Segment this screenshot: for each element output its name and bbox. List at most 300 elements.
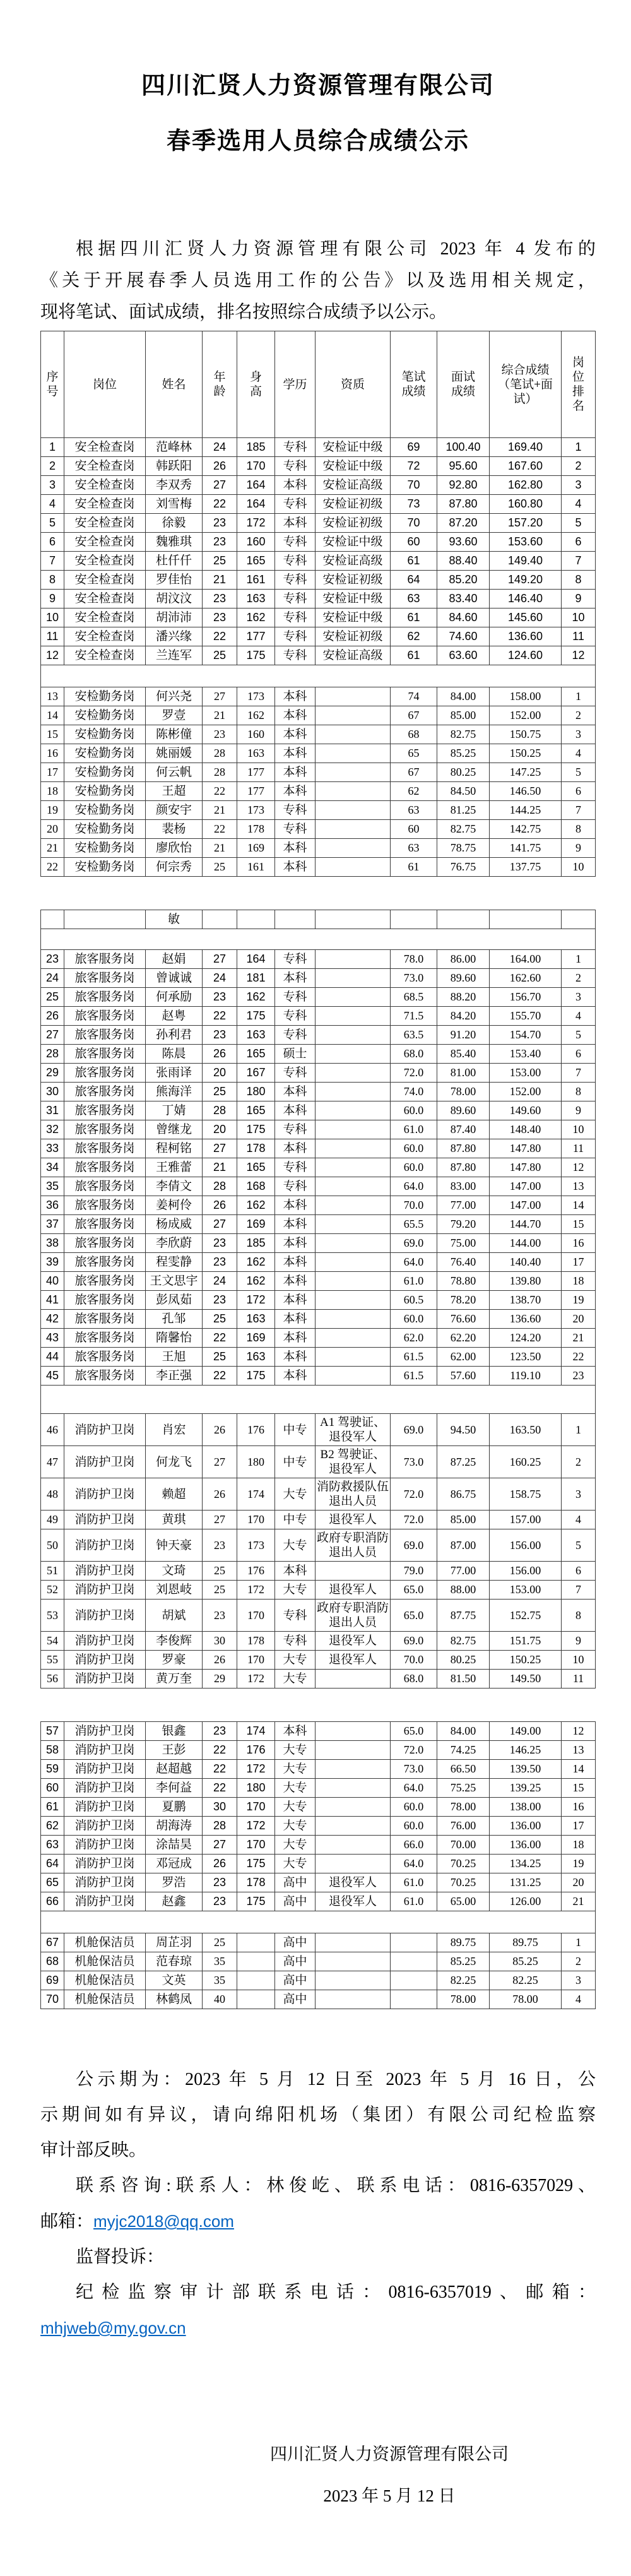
cell-no: 41	[41, 1291, 64, 1310]
cell-edu: 本科	[275, 1562, 316, 1581]
cell-edu: 本科	[275, 1310, 316, 1329]
cell-height: 178	[237, 1139, 275, 1158]
cell-edu: 大专	[275, 1817, 316, 1836]
cell-interview: 85.25	[437, 744, 490, 763]
cell-height: 177	[237, 782, 275, 801]
cell-total: 139.80	[490, 1272, 562, 1291]
cell-total: 138.00	[490, 1798, 562, 1817]
cell-rank: 12	[562, 1722, 596, 1741]
cell-rank: 1	[562, 687, 596, 706]
cell-edu: 大专	[275, 1651, 316, 1670]
cell-age: 23	[203, 1026, 237, 1045]
cell-name: 丁婧	[146, 1101, 203, 1120]
cell-post: 安检勤务岗	[64, 725, 146, 744]
cell-written: 65.0	[391, 1600, 437, 1632]
cell-edu: 专科	[275, 590, 316, 608]
cell-total: 163.50	[490, 1414, 562, 1446]
cell-rank: 8	[562, 571, 596, 590]
cell-interview: 62.20	[437, 1329, 490, 1348]
cell-post: 安全检查岗	[64, 590, 146, 608]
cell-qual	[316, 687, 391, 706]
cell-rank: 5	[562, 514, 596, 533]
cell-edu: 专科	[275, 1600, 316, 1632]
column-header-interview: 面试成绩	[437, 331, 490, 438]
cell-written: 73	[391, 495, 437, 514]
cell-age: 22	[203, 1007, 237, 1026]
cell-rank: 20	[562, 1310, 596, 1329]
cell-post: 旅客服务岗	[64, 1367, 146, 1386]
cell-rank: 15	[562, 1215, 596, 1234]
cell-height: 162	[237, 1272, 275, 1291]
cell-post: 安检勤务岗	[64, 687, 146, 706]
cell-qual: 退役军人	[316, 1651, 391, 1670]
cell-post: 旅客服务岗	[64, 1101, 146, 1120]
cell-no: 26	[41, 1007, 64, 1026]
cell-height: 162	[237, 1253, 275, 1272]
cell-rank: 17	[562, 1817, 596, 1836]
cell-post: 消防护卫岗	[64, 1836, 146, 1855]
cell-post: 消防护卫岗	[64, 1651, 146, 1670]
score-table-block-1	[40, 331, 596, 877]
cell-interview: 85.00	[437, 706, 490, 725]
cell-height: 180	[237, 1779, 275, 1798]
cell-rank: 17	[562, 1253, 596, 1272]
cell-age: 27	[203, 1215, 237, 1234]
cell-age: 35	[203, 1952, 237, 1971]
cell-edu: 大专	[275, 1478, 316, 1511]
notice-line-2: 示期间如有异议，请向绵阳机场（集团）有限公司纪检监察	[40, 2105, 596, 2125]
cell-post: 旅客服务岗	[64, 1329, 146, 1348]
cell-age: 30	[203, 1632, 237, 1651]
cell-post: 旅客服务岗	[64, 988, 146, 1007]
cell-height: 177	[237, 627, 275, 646]
cell-qual	[316, 1045, 391, 1064]
cell-height: 176	[237, 1414, 275, 1446]
cell-no: 34	[41, 1158, 64, 1177]
cell-no: 22	[41, 858, 64, 877]
cell-post: 机舱保洁员	[64, 1990, 146, 2009]
cell-name: 孙利君	[146, 1026, 203, 1045]
cell-age: 26	[203, 457, 237, 476]
column-header-age: 年龄	[203, 331, 237, 438]
cell-no: 30	[41, 1083, 64, 1101]
cell-post: 旅客服务岗	[64, 950, 146, 969]
table-row	[41, 457, 596, 476]
cell-no: 7	[41, 552, 64, 571]
cell-qual: 安检证初级	[316, 514, 391, 533]
cell-post: 消防护卫岗	[64, 1562, 146, 1581]
table-row	[41, 1760, 596, 1779]
cell-rank: 1	[562, 1414, 596, 1446]
cell-qual	[316, 1234, 391, 1253]
cell-written: 74	[391, 687, 437, 706]
cell-edu: 本科	[275, 839, 316, 858]
cell-name: 刘雪梅	[146, 495, 203, 514]
cell-total: 136.60	[490, 1310, 562, 1329]
cell-post: 安全检查岗	[64, 571, 146, 590]
cell-interview: 83.00	[437, 1177, 490, 1196]
cell-name: 王雅蕾	[146, 1158, 203, 1177]
cell-name: 李欣蔚	[146, 1234, 203, 1253]
cell-interview: 74.60	[437, 627, 490, 646]
cell-name: 孔邹	[146, 1310, 203, 1329]
cell-height: 175	[237, 1855, 275, 1873]
cell-interview: 86.00	[437, 950, 490, 969]
cell-age: 27	[203, 950, 237, 969]
cell-total: 147.00	[490, 1177, 562, 1196]
table-row	[41, 763, 596, 782]
cell-interview: 75.25	[437, 1779, 490, 1798]
cell-rank: 2	[562, 1952, 596, 1971]
cell-age: 26	[203, 1855, 237, 1873]
table-row	[41, 1892, 596, 1911]
cell-name: 赖超	[146, 1478, 203, 1511]
supervision-email-link[interactable]: mhjweb@my.gov.cn	[40, 2318, 186, 2337]
cell-edu: 中专	[275, 1446, 316, 1478]
cell-post: 消防护卫岗	[64, 1892, 146, 1911]
cell-no: 37	[41, 1215, 64, 1234]
cell-no: 28	[41, 1045, 64, 1064]
cell-interview: 78.80	[437, 1272, 490, 1291]
cell-name: 文英	[146, 1971, 203, 1990]
cell-interview: 77.00	[437, 1562, 490, 1581]
cell-age: 23	[203, 1529, 237, 1562]
cell-edu: 大专	[275, 1836, 316, 1855]
table-row	[41, 1817, 596, 1836]
cell-name: 赵娟	[146, 950, 203, 969]
cell-rank: 9	[562, 1101, 596, 1120]
cell-interview: 84.60	[437, 608, 490, 627]
cell-name: 何龙飞	[146, 1446, 203, 1478]
cell-edu: 专科	[275, 1007, 316, 1026]
cell-post: 消防护卫岗	[64, 1741, 146, 1760]
cell-height: 167	[237, 1064, 275, 1083]
cell-no: 18	[41, 782, 64, 801]
table-row	[41, 744, 596, 763]
cell-post: 安检勤务岗	[64, 801, 146, 820]
cell-no: 53	[41, 1600, 64, 1632]
cell-name: 隋馨怡	[146, 1329, 203, 1348]
cell-post: 消防护卫岗	[64, 1511, 146, 1529]
cell-written: 79.0	[391, 1562, 437, 1581]
cell-qual	[316, 706, 391, 725]
cell-height: 177	[237, 763, 275, 782]
cell-edu: 中专	[275, 1414, 316, 1446]
cell-no: 45	[41, 1367, 64, 1386]
cell-qual	[316, 950, 391, 969]
cell-total: 154.70	[490, 1026, 562, 1045]
cell-height: 169	[237, 1215, 275, 1234]
cell-rank: 7	[562, 1064, 596, 1083]
cell-edu: 本科	[275, 476, 316, 495]
cell-edu: 本科	[275, 1083, 316, 1101]
cell-age: 27	[203, 687, 237, 706]
cell-rank: 4	[562, 1007, 596, 1026]
cell-written: 69	[391, 438, 437, 457]
cell-name: 林鹤凤	[146, 1990, 203, 2009]
cell-no: 35	[41, 1177, 64, 1196]
cell-written	[391, 910, 437, 929]
cell-written: 61.0	[391, 1120, 437, 1139]
cell-rank: 18	[562, 1836, 596, 1855]
cell-written: 60.0	[391, 1158, 437, 1177]
cell-name: 夏鹏	[146, 1798, 203, 1817]
cell-post: 旅客服务岗	[64, 1158, 146, 1177]
cell-no: 12	[41, 646, 64, 665]
cell-edu: 本科	[275, 1367, 316, 1386]
cell-total: 153.00	[490, 1581, 562, 1600]
cell-total: 124.60	[490, 646, 562, 665]
cell-post: 旅客服务岗	[64, 1083, 146, 1101]
cell-total: 136.60	[490, 627, 562, 646]
cell-total: 169.40	[490, 438, 562, 457]
cell-edu: 本科	[275, 1139, 316, 1158]
cell-post: 旅客服务岗	[64, 1177, 146, 1196]
contact-line-1: 联系咨询:联系人：林俊屹、联系电话：0816-6357029、	[76, 2176, 596, 2195]
cell-written: 73.0	[391, 1760, 437, 1779]
cell-written: 60.0	[391, 1798, 437, 1817]
cell-post: 旅客服务岗	[64, 1234, 146, 1253]
cell-interview: 92.80	[437, 476, 490, 495]
cell-edu: 高中	[275, 1933, 316, 1952]
cell-rank: 1	[562, 438, 596, 457]
cell-rank: 9	[562, 1632, 596, 1651]
cell-height: 163	[237, 1310, 275, 1329]
cell-edu: 专科	[275, 1158, 316, 1177]
cell-qual	[316, 1196, 391, 1215]
cell-age: 23	[203, 1892, 237, 1911]
cell-qual	[316, 744, 391, 763]
cell-interview: 70.25	[437, 1873, 490, 1892]
cell-written: 60.5	[391, 1291, 437, 1310]
cell-no: 69	[41, 1971, 64, 1990]
cell-total: 89.75	[490, 1933, 562, 1952]
signature-block	[270, 2433, 509, 2517]
cell-name: 王彭	[146, 1741, 203, 1760]
cell-total: 119.10	[490, 1367, 562, 1386]
cell-edu: 大专	[275, 1855, 316, 1873]
cell-height: 172	[237, 1760, 275, 1779]
cell-no: 39	[41, 1253, 64, 1272]
cell-age: 28	[203, 1101, 237, 1120]
cell-written: 73.0	[391, 969, 437, 988]
cell-total: 137.75	[490, 858, 562, 877]
cell-no: 20	[41, 820, 64, 839]
cell-interview: 84.50	[437, 782, 490, 801]
cell-rank: 22	[562, 1348, 596, 1367]
cell-no: 38	[41, 1234, 64, 1253]
cell-age: 26	[203, 1196, 237, 1215]
cell-rank: 4	[562, 1990, 596, 2009]
cell-height	[237, 1933, 275, 1952]
cell-written: 72.0	[391, 1064, 437, 1083]
cell-qual: B2 驾驶证、退役军人	[316, 1446, 391, 1478]
table-row	[41, 1511, 596, 1529]
column-header-qual: 资质	[316, 331, 391, 438]
cell-no: 43	[41, 1329, 64, 1348]
cell-written: 60	[391, 533, 437, 552]
cell-total: 153.40	[490, 1045, 562, 1064]
cell-post: 消防护卫岗	[64, 1817, 146, 1836]
cell-written: 70.0	[391, 1651, 437, 1670]
cell-total: 152.00	[490, 1083, 562, 1101]
cell-height: 172	[237, 1581, 275, 1600]
cell-height: 170	[237, 457, 275, 476]
cell-interview: 89.60	[437, 969, 490, 988]
cell-rank: 6	[562, 1562, 596, 1581]
table-row	[41, 1026, 596, 1045]
cell-age: 22	[203, 1329, 237, 1348]
cell-edu: 本科	[275, 969, 316, 988]
cell-qual	[316, 839, 391, 858]
cell-qual: 政府专职消防退出人员	[316, 1600, 391, 1632]
cell-written: 61	[391, 552, 437, 571]
table-row	[41, 1971, 596, 1990]
cell-edu: 专科	[275, 552, 316, 571]
cell-edu: 专科	[275, 1026, 316, 1045]
cell-written	[391, 1952, 437, 1971]
cell-total: 82.25	[490, 1971, 562, 1990]
cell-post: 旅客服务岗	[64, 1348, 146, 1367]
cell-total: 156.70	[490, 988, 562, 1007]
cell-interview: 91.20	[437, 1026, 490, 1045]
cell-interview: 63.60	[437, 646, 490, 665]
cell-written: 68.5	[391, 988, 437, 1007]
cell-no: 25	[41, 988, 64, 1007]
cell-post: 安全检查岗	[64, 438, 146, 457]
cell-height	[237, 1990, 275, 2009]
cell-written: 70.0	[391, 1196, 437, 1215]
cell-rank: 23	[562, 1367, 596, 1386]
cell-total: 150.25	[490, 1651, 562, 1670]
cell-rank: 10	[562, 858, 596, 877]
table-row	[41, 1873, 596, 1892]
cell-qual: 政府专职消防退出人员	[316, 1529, 391, 1562]
cell-written: 64.0	[391, 1855, 437, 1873]
cell-rank: 10	[562, 1651, 596, 1670]
cell-interview: 82.75	[437, 725, 490, 744]
cell-written: 69.0	[391, 1632, 437, 1651]
cell-written: 63.5	[391, 1026, 437, 1045]
cell-total: 138.70	[490, 1291, 562, 1310]
cell-edu	[275, 910, 316, 929]
table-row	[41, 1600, 596, 1632]
contact-email-label: 邮箱：	[40, 2212, 94, 2231]
cell-name: 李倩文	[146, 1177, 203, 1196]
cell-written: 72.0	[391, 1741, 437, 1760]
cell-written: 64.0	[391, 1253, 437, 1272]
cell-no: 23	[41, 950, 64, 969]
cell-edu: 本科	[275, 1291, 316, 1310]
cell-height: 173	[237, 1529, 275, 1562]
cell-rank: 7	[562, 1581, 596, 1600]
cell-age: 25	[203, 1933, 237, 1952]
spacer-row	[41, 929, 596, 950]
cell-rank: 9	[562, 590, 596, 608]
cell-height: 160	[237, 533, 275, 552]
cell-interview: 87.75	[437, 1600, 490, 1632]
cell-rank: 8	[562, 820, 596, 839]
cell-name: 何兴尧	[146, 687, 203, 706]
cell-written: 69.0	[391, 1234, 437, 1253]
cell-no: 61	[41, 1798, 64, 1817]
cell-no: 47	[41, 1446, 64, 1478]
table-gap	[40, 877, 596, 910]
cell-no: 17	[41, 763, 64, 782]
cell-post: 消防护卫岗	[64, 1446, 146, 1478]
cell-post: 旅客服务岗	[64, 1310, 146, 1329]
cell-post: 旅客服务岗	[64, 1291, 146, 1310]
cell-no: 32	[41, 1120, 64, 1139]
cell-written: 74.0	[391, 1083, 437, 1101]
cell-interview: 89.75	[437, 1933, 490, 1952]
cell-total: 156.00	[490, 1562, 562, 1581]
cell-height	[237, 1971, 275, 1990]
cell-rank: 21	[562, 1892, 596, 1911]
cell-height: 161	[237, 571, 275, 590]
table-row	[41, 495, 596, 514]
page-title-line1: 四川汇贤人力资源管理有限公司	[141, 73, 495, 99]
cell-qual	[316, 1272, 391, 1291]
cell-rank: 16	[562, 1798, 596, 1817]
table-row	[41, 1120, 596, 1139]
cell-qual	[316, 1670, 391, 1689]
table-row	[41, 1581, 596, 1600]
table-row	[41, 552, 596, 571]
cell-total: 136.00	[490, 1817, 562, 1836]
cell-height: 170	[237, 1836, 275, 1855]
cell-name: 姚丽媛	[146, 744, 203, 763]
cell-age: 23	[203, 590, 237, 608]
cell-height: 178	[237, 1873, 275, 1892]
cell-post: 安检勤务岗	[64, 839, 146, 858]
cell-post: 旅客服务岗	[64, 1026, 146, 1045]
cell-height: 174	[237, 1722, 275, 1741]
table-row	[41, 514, 596, 533]
spacer-row	[41, 1386, 596, 1414]
contact-email-link[interactable]: myjc2018@qq.com	[93, 2212, 234, 2231]
cell-no: 66	[41, 1892, 64, 1911]
cell-height: 172	[237, 1670, 275, 1689]
cell-age: 26	[203, 1414, 237, 1446]
cell-rank: 4	[562, 495, 596, 514]
cell-rank: 3	[562, 476, 596, 495]
cell-qual	[316, 763, 391, 782]
cell-qual: 退役军人	[316, 1632, 391, 1651]
cell-interview: 76.75	[437, 858, 490, 877]
cell-edu: 专科	[275, 1064, 316, 1083]
contact-line-2	[40, 2204, 596, 2240]
cell-edu: 高中	[275, 1971, 316, 1990]
table-row	[41, 1741, 596, 1760]
cell-no: 68	[41, 1952, 64, 1971]
cell-post: 旅客服务岗	[64, 1064, 146, 1083]
cell-post: 旅客服务岗	[64, 1272, 146, 1291]
cell-qual: A1 驾驶证、退役军人	[316, 1414, 391, 1446]
cell-rank: 13	[562, 1741, 596, 1760]
cell-age: 26	[203, 1651, 237, 1670]
cell-height: 170	[237, 1798, 275, 1817]
cell-name: 陈彬僮	[146, 725, 203, 744]
cell-rank: 8	[562, 1600, 596, 1632]
cell-no: 55	[41, 1651, 64, 1670]
cell-edu: 本科	[275, 687, 316, 706]
cell-post: 旅客服务岗	[64, 1139, 146, 1158]
cell-qual	[316, 1253, 391, 1272]
cell-written	[391, 1990, 437, 2009]
cell-age	[203, 910, 237, 929]
cell-height: 172	[237, 1817, 275, 1836]
